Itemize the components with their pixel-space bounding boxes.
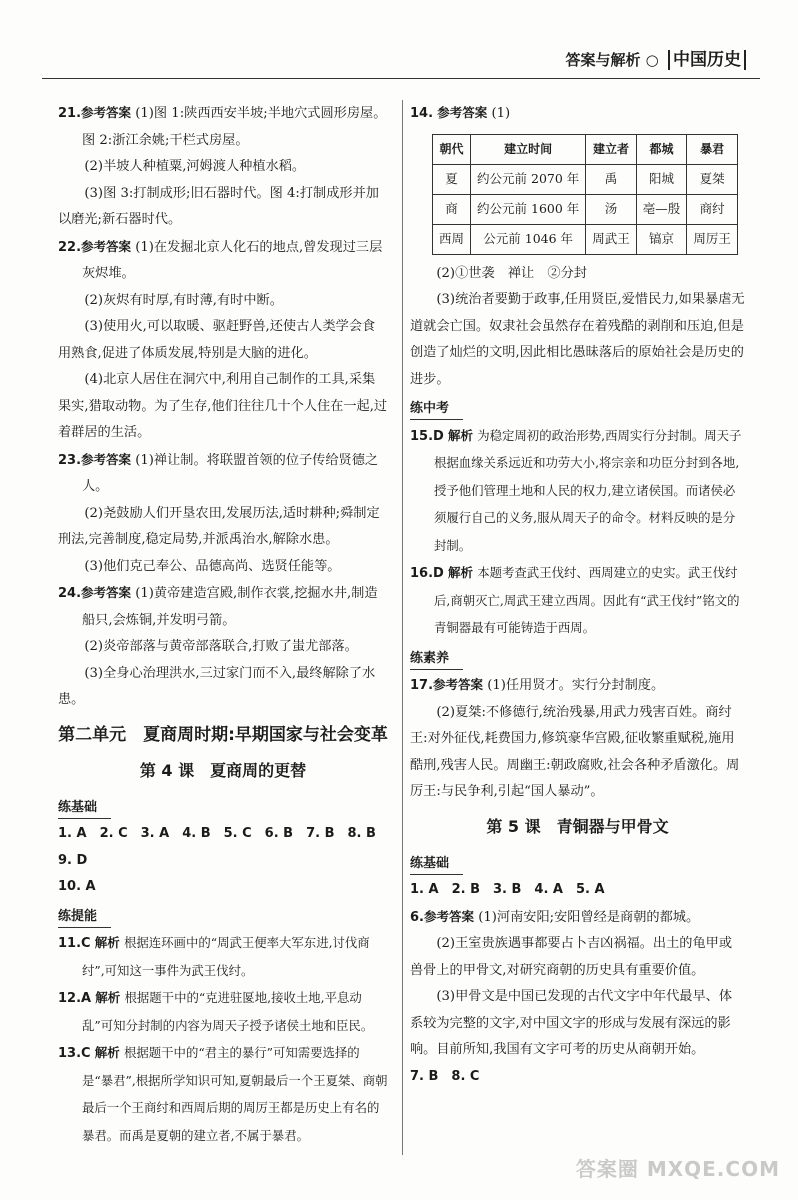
section-heading: 练中考 <box>410 399 463 420</box>
answer-text: (1) <box>491 106 511 121</box>
section-heading-row <box>410 643 745 673</box>
question-number: 21. <box>58 106 82 121</box>
section-heading-row <box>58 901 388 931</box>
question-14 <box>410 100 745 128</box>
running-header <box>565 45 746 70</box>
answer-text: 本题考查武王伐纣、西周建立的史实。武王伐纣后,商朝灭亡,周武王建立西周。因此有“武王伐纣”铭文的青铜器最有可能铸造于西周。 <box>434 565 740 635</box>
answer-paragraph <box>58 661 388 714</box>
unit-title: 第二单元 夏商周时期:早期国家与社会变革 <box>58 724 388 745</box>
question-item <box>410 904 745 932</box>
answer-tag: 参考答案 <box>433 677 484 692</box>
table-cell: 禹 <box>586 164 637 194</box>
watermark: 答案圈 MXQE.COM <box>575 1157 780 1181</box>
question-item <box>410 423 745 561</box>
question-number: 6. <box>410 909 424 925</box>
table-row <box>433 194 738 224</box>
answer-row: 1. A 2. B 3. B 4. A 5. A <box>410 882 605 897</box>
answer-tag: 解析 <box>448 565 474 580</box>
table-header-cell: 建立者 <box>586 134 637 164</box>
question-item <box>58 447 388 501</box>
answer-tag: 解析 <box>448 427 474 443</box>
header-rule <box>42 78 760 79</box>
question-number: 24. <box>58 586 82 601</box>
table-cell: 夏 <box>433 164 471 194</box>
question-item <box>58 100 388 154</box>
answer-text: 根据题干中的“君主的暴行”可知需要选择的是“暴君”,根据所学知识可知,夏朝最后一个王夏桀、商朝最后一个王商纣和西周后期的周厉王都是历史上有名的暴君。而禹是夏朝的建立者,不属于暴君。 <box>82 1045 388 1143</box>
answer-paragraph <box>58 554 388 581</box>
answer-paragraph <box>410 261 745 288</box>
table-cell: 约公元前 2070 年 <box>471 164 586 194</box>
table-cell: 商 <box>433 194 471 224</box>
answer-text: (3)使用火,可以取暖、驱赶野兽,还使古人类学会食用熟食,促进了体质发展,特别是大脑的进化。 <box>58 319 376 361</box>
section-heading-row <box>58 792 388 822</box>
answer-text: (2)半坡人种植粟,河姆渡人种植水稻。 <box>84 159 306 174</box>
answer-text: (1)河南安阳;安阳曾经是商朝的都城。 <box>478 909 700 925</box>
answer-text: (3)统治者要勤于政事,任用贤臣,爱惜民力,如果暴虐无道就会亡国。奴隶社会虽然存在着残酷的剥削和压迫,但是创造了灿烂的文明,因此相比愚昧落后的原始社会是历史的进步。 <box>410 292 745 387</box>
question-number: 17. <box>410 678 434 693</box>
answer-text: (2)夏桀:不修德行,统治残暴,用武力残害百姓。商纣王:对外征伐,耗费国力,修筑豪华宫殿,征收繁重赋税,施用酷刑,残害人民。周幽王:朝政腐败,社会各种矛盾激化。周厉王:与民争利,引起“国人暴动”。 <box>410 704 740 799</box>
answer-tag: 参考答案 <box>423 908 474 924</box>
question-item <box>58 234 388 288</box>
header-subject: 中国历史 <box>668 50 746 70</box>
table-cell: 亳—殷 <box>636 194 687 224</box>
right-column <box>410 100 745 1090</box>
answer-paragraph <box>58 314 388 367</box>
section-heading: 练基础 <box>410 854 463 875</box>
table-cell: 周武王 <box>586 224 637 254</box>
table-cell: 商纣 <box>687 194 738 224</box>
answer-text: (2)王室贵族遇事都要占卜吉凶祸福。出土的龟甲或兽骨上的甲骨文,对研究商朝的历史具有重要价值。 <box>410 936 733 978</box>
question-item <box>58 930 388 985</box>
section-heading: 练基础 <box>58 798 111 819</box>
question-number: 11. <box>58 936 82 951</box>
answer-paragraph <box>410 287 745 393</box>
table-cell: 夏桀 <box>687 164 738 194</box>
choice-answer: A <box>81 991 92 1006</box>
answer-text: (1)图 1:陕西西安半坡;半地穴式圆形房屋。图 2:浙江余姚;干栏式房屋。 <box>82 106 387 148</box>
answer-text: (2)①世袭 禅让 ②分封 <box>436 265 587 281</box>
section-heading-row <box>410 393 745 423</box>
answer-paragraph <box>58 501 388 554</box>
answer-paragraph <box>58 181 388 234</box>
answer-tag: 解析 <box>94 1045 120 1060</box>
question-item <box>410 672 745 700</box>
question-item <box>410 560 745 643</box>
table-row <box>433 224 738 254</box>
answer-tag: 参考答案 <box>81 105 132 120</box>
table-header-cell: 朝代 <box>433 134 471 164</box>
answer-tag: 参考答案 <box>81 238 132 254</box>
table-cell: 公元前 1046 年 <box>471 224 586 254</box>
answer-text: (1)在发掘北京人化石的地点,曾发现过三层灰烬堆。 <box>82 239 383 281</box>
section-heading: 练提能 <box>58 907 111 928</box>
dynasty-table <box>432 134 738 255</box>
lesson-title: 第 5 课 青铜器与甲骨文 <box>486 816 669 836</box>
question-number: 13. <box>58 1046 82 1061</box>
lesson-title: 第 4 课 夏商周的更替 <box>139 760 307 780</box>
answer-text: 为稳定周初的政治形势,西周实行分封制。周天子根据血缘关系远近和功劳大小,将宗亲和功臣分封到各地,授予他们管理土地和人民的权力,建立诸侯国。而诸侯必须履行自己的义务,服从周天子的命令。材料反映的是分封制。 <box>434 427 742 553</box>
answer-paragraph <box>410 931 745 984</box>
answer-paragraph <box>410 700 745 806</box>
section-heading: 练素养 <box>410 649 463 670</box>
answer-text: (4)北京人居住在洞穴中,利用自己制作的工具,采集果实,猎取动物。为了生存,他们往往几十个人住在一起,过着群居的生活。 <box>58 372 388 440</box>
answer-text: 根据连环画中的“周武王便率大军东进,讨伐商纣”,可知这一事件为武王伐纣。 <box>82 935 370 978</box>
table-header-cell: 都城 <box>636 134 687 164</box>
table-header-row <box>433 134 738 164</box>
table-cell: 约公元前 1600 年 <box>471 194 586 224</box>
table-cell: 镐京 <box>636 224 687 254</box>
answer-text: (2)尧鼓励人们开垦农田,发展历法,适时耕种;舜制定刑法,完善制度,稳定局势,并派禹治水,解除水患。 <box>58 505 380 547</box>
answer-text: 根据题干中的“克进驻匽地,接收土地,平息动乱”可知分封制的内容为周天子授予诸侯土地和臣民。 <box>82 990 374 1033</box>
question-item <box>58 580 388 634</box>
answer-row: 1. A 2. C 3. A 4. B 5. C 6. B 7. B 8. B 9. D <box>58 826 389 868</box>
section-heading-row <box>410 848 745 878</box>
choice-answer: D <box>433 566 444 581</box>
answer-text: (1)黄帝建造宫殿,制作衣裳,挖掘水井,制造船只,会炼铜,并发明弓箭。 <box>82 586 378 628</box>
question-number: 14. <box>410 106 434 121</box>
table-cell: 周厉王 <box>687 224 738 254</box>
question-item <box>58 1040 388 1150</box>
table-body <box>433 164 738 254</box>
answer-text: (1)禅让制。将联盟首领的位子传给贤德之人。 <box>82 452 379 494</box>
answer-row: 10. A <box>58 879 96 894</box>
question-number: 23. <box>58 452 82 468</box>
question-number: 16. <box>410 566 434 581</box>
table-header-cell: 暴君 <box>687 134 738 164</box>
table-header-cell: 建立时间 <box>471 134 586 164</box>
answer-text: (3)全身心治理洪水,三过家门而不入,最终解除了水患。 <box>58 665 376 707</box>
answer-text: (3)他们克己奉公、品德高尚、选贤任能等。 <box>84 558 341 574</box>
answer-row: 7. B 8. C <box>410 1068 480 1084</box>
question-item <box>58 985 388 1040</box>
choice-answer: C <box>81 936 91 951</box>
answer-text: (1)任用贤才。实行分封制度。 <box>487 678 665 693</box>
answer-tag: 参考答案 <box>81 585 132 600</box>
answer-text: (2)炎帝部落与黄帝部落联合,打败了蚩尤部落。 <box>84 639 358 654</box>
answer-paragraph <box>58 154 388 181</box>
choice-answer: D <box>433 428 444 444</box>
table-cell: 西周 <box>433 224 471 254</box>
answer-tag: 解析 <box>94 935 120 950</box>
answer-tag: 参考答案 <box>437 105 488 120</box>
answer-paragraph <box>410 984 745 1064</box>
answer-tag: 参考答案 <box>81 451 132 467</box>
right-column-body <box>410 261 745 1091</box>
answer-text: (3)甲骨文是中国已发现的古代文字中年代最早、体系较为完整的文字,对中国文字的形成与发展有深远的影响。目前所知,我国有文字可考的历史从商朝开始。 <box>410 989 733 1057</box>
left-column <box>58 100 388 1150</box>
question-number: 22. <box>58 239 82 255</box>
header-prefix: 答案与解析 ○ <box>565 51 659 69</box>
question-number: 12. <box>58 991 82 1006</box>
answer-tag: 解析 <box>95 990 121 1005</box>
answer-text: (3)图 3:打制成形;旧石器时代。图 4:打制成形并加以磨光;新石器时代。 <box>58 185 379 227</box>
choice-answer: C <box>81 1046 91 1061</box>
answer-text: (2)灰烬有时厚,有时薄,有时中断。 <box>84 292 283 308</box>
column-divider <box>402 100 403 1155</box>
answer-paragraph <box>58 367 388 447</box>
answer-paragraph <box>58 288 388 315</box>
table-cell: 阳城 <box>636 164 687 194</box>
answer-paragraph <box>58 634 388 661</box>
table-row <box>433 164 738 194</box>
table-cell: 汤 <box>586 194 637 224</box>
question-number: 15. <box>410 428 434 444</box>
